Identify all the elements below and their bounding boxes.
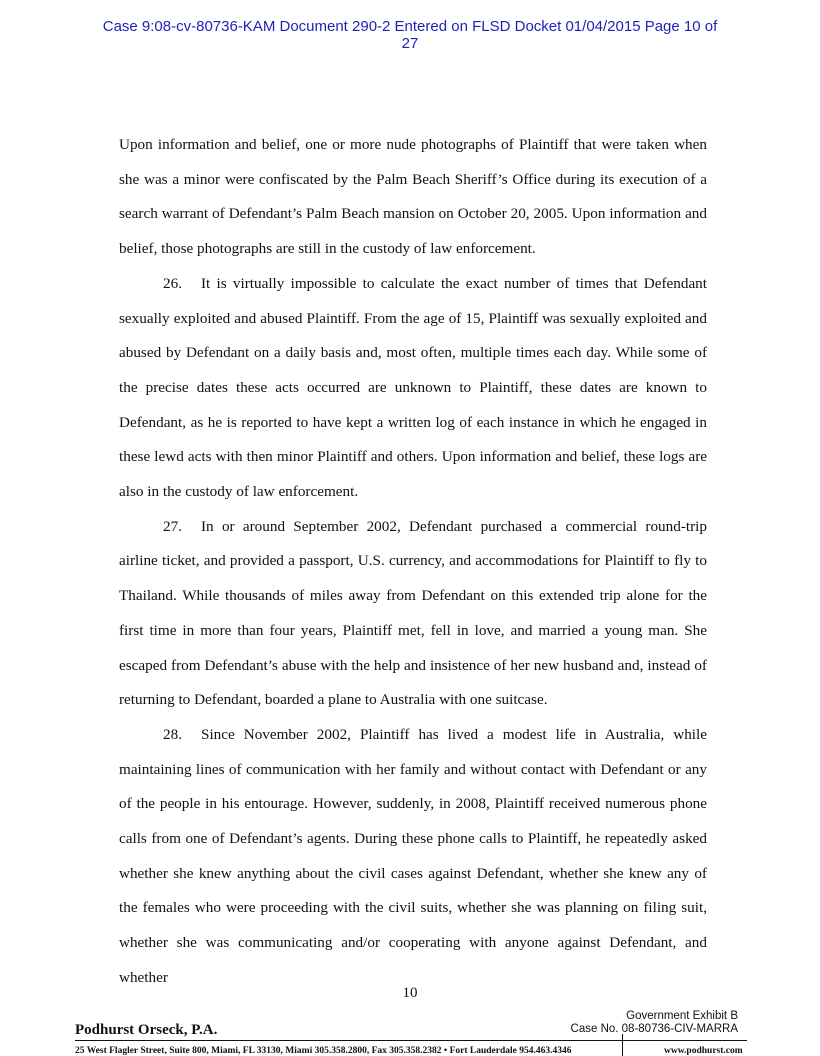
paragraph-number: 26. <box>163 274 182 292</box>
page-number: 10 <box>402 985 418 1001</box>
firm-address: 25 West Flagler Street, Suite 800, Miami, FL 33130, Miami 305.358.2800, Fax 305.358.2382 • Fort Lauderdale 954.463.4346 <box>75 1046 572 1056</box>
paragraph-text: In or around September 2002, Defendant purchased a commercial round-trip airline ticket, and provided a passport, U.S. currency, and accommodations for Plaintiff to fly to Thailand. While thousands of miles away from Defendant on this extended trip alone for the first time in more than four years, Plaintiff met, fell in love, and married a young man. She escaped from Defendant’s abuse with the help and insistence of her new husband and, instead of returning to Defendant, boarded a plane to Australia with one suitcase. <box>119 517 707 709</box>
footer-divider <box>75 1040 747 1041</box>
paragraph-28 <box>119 718 707 996</box>
continuation-paragraph: Upon information and belief, one or more nude photographs of Plaintiff that were taken when she was a minor were confiscated by the Palm Beach Sheriff’s Office during its execution of a search warrant of Defendant’s Palm Beach mansion on October 20, 2005. Upon information and belief, those photographs are still in the custody of law enforcement. <box>119 136 707 258</box>
paragraph-26 <box>119 267 707 510</box>
exhibit-case-number: Case No. 08-80736-CIV-MARRA <box>570 1023 738 1035</box>
firm-name: Podhurst Orseck, P.A. <box>75 1022 218 1038</box>
paragraph-text: It is virtually impossible to calculate the exact number of times that Defendant sexually exploited and abused Plaintiff. From the age of 15, Plaintiff was sexually exploited and abused by Defendant on a daily basis and, most often, multiple times each day. While some of the precise dates these acts occurred are unknown to Plaintiff, these dates are known to Defendant, as he is reported to have kept a written log of each instance in which he engaged in these lewd acts with then minor Plaintiff and others. Upon information and belief, these logs are also in the custody of law enforcement. <box>119 274 707 501</box>
exhibit-title: Government Exhibit B <box>626 1010 738 1022</box>
court-filing-stamp <box>0 18 820 52</box>
paragraph-number: 27. <box>163 517 182 535</box>
firm-website: www.podhurst.com <box>664 1046 743 1056</box>
exhibit-label <box>571 1010 738 1036</box>
stamp-line-2: 27 <box>401 35 419 52</box>
paragraph-27 <box>119 510 707 718</box>
document-body <box>119 128 707 996</box>
stamp-line-1: Case 9:08-cv-80736-KAM Document 290-2 Entered on FLSD Docket 01/04/2015 Page 10 of <box>102 18 718 35</box>
footer-divider-tick <box>622 1034 623 1056</box>
paragraph-text: Since November 2002, Plaintiff has lived a modest life in Australia, while maintaining lines of communication with her family and without contact with Defendant or any of the people in his entourage. However, suddenly, in 2008, Plaintiff received numerous phone calls from one of Defendant’s agents. During these phone calls to Plaintiff, he repeatedly asked whether she knew anything about the civil cases against Defendant, whether she knew any of the females who were proceeding with the civil suits, whether she was planning on filing suit, whether she was communicating and/or cooperating with anyone against Defendant, and whether <box>119 725 707 986</box>
paragraph-number: 28. <box>163 725 182 743</box>
